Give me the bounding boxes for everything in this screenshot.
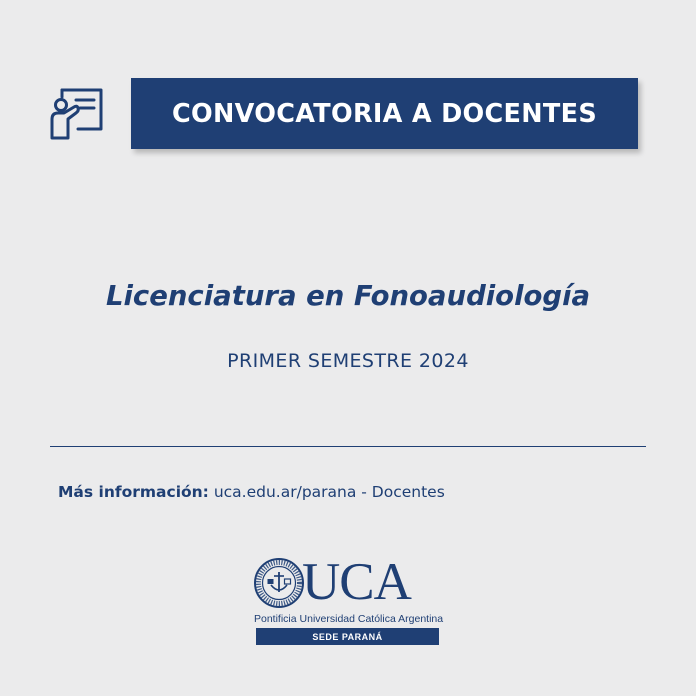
semester-label: PRIMER SEMESTRE 2024 — [227, 350, 469, 372]
divider — [50, 446, 646, 447]
banner-title: CONVOCATORIA A DOCENTES — [172, 98, 597, 129]
logo-subtitle: Pontificia Universidad Católica Argentina — [254, 613, 444, 625]
program-title: Licenciatura en Fonoaudiología — [105, 280, 591, 312]
campus-bar — [256, 628, 439, 645]
campus-label: SEDE PARANÁ — [312, 631, 383, 642]
presenter-board-icon — [50, 87, 104, 141]
more-info-label: Más información: — [58, 483, 209, 501]
more-info-line — [58, 483, 445, 501]
university-seal-icon — [254, 558, 304, 608]
logo-wordmark: UCA — [302, 553, 411, 611]
uca-logo — [254, 553, 444, 648]
more-info-link[interactable]: uca.edu.ar/parana - Docentes — [213, 483, 445, 501]
title-banner — [131, 78, 638, 149]
